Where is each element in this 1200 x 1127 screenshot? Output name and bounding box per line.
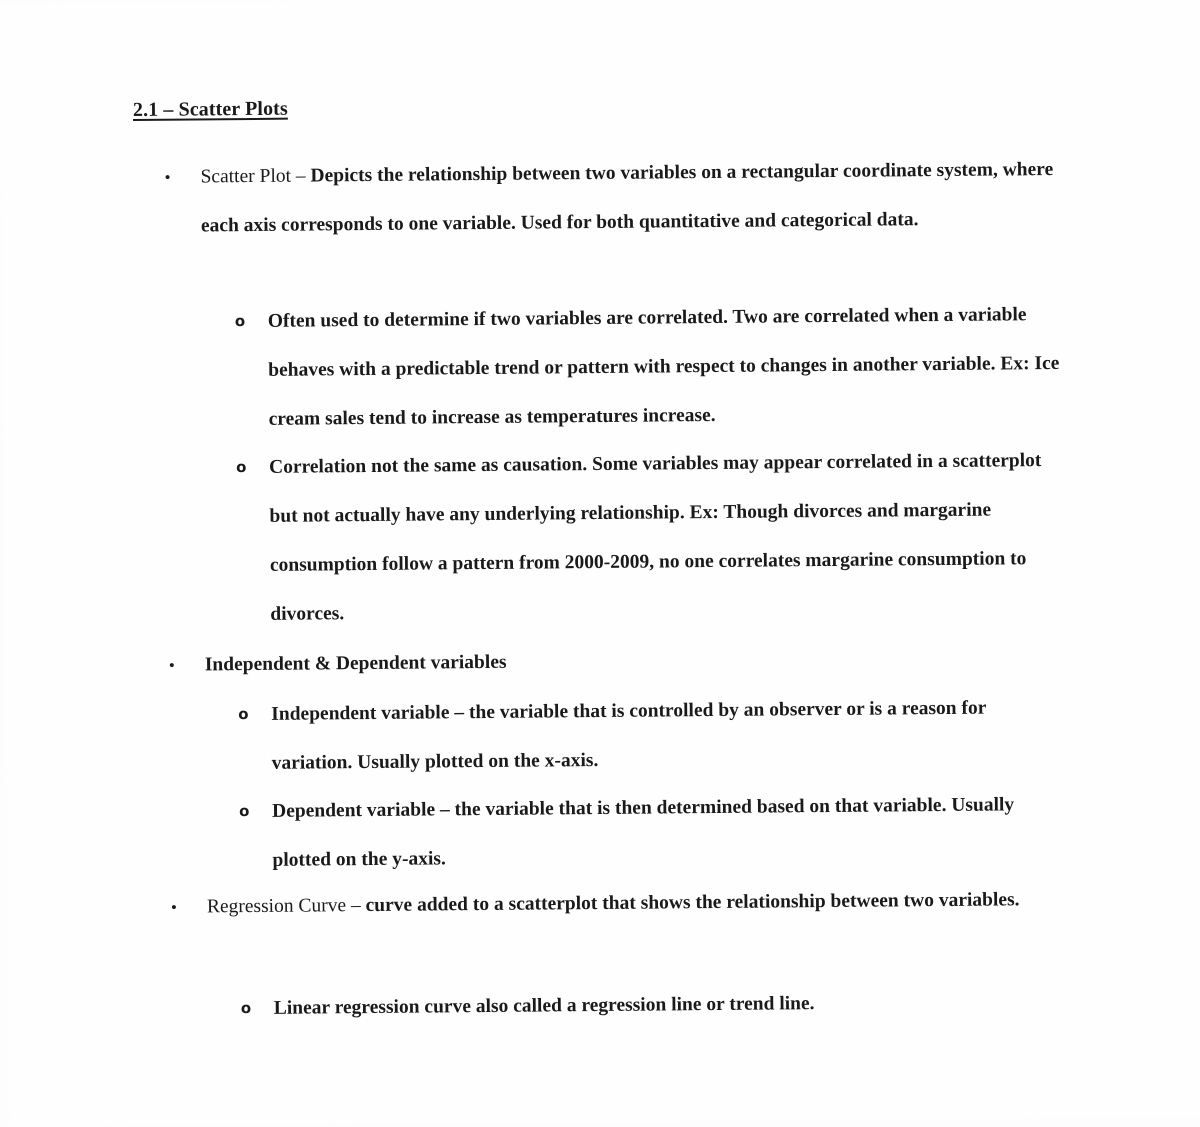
- bullet-icon: •: [170, 897, 177, 917]
- bullet-icon: •: [168, 655, 175, 675]
- subitem-correlated: [234, 290, 1069, 444]
- definition-regression-curve: curve added to a scatterplot that shows the relationship between two variables.: [365, 889, 1020, 917]
- bullet-independent-dependent: [168, 633, 1065, 690]
- term-independent-dependent: Independent & Dependent variables: [204, 651, 507, 676]
- circle-bullet-icon: o: [238, 802, 250, 821]
- subitem-text: Often used to determine if two variables are correlated. Two are correlated when a variable behaves with a predictable trend or pattern with respect to changes in another variable. Ex: Ice cream sales tend to increase as temperatures increase.: [267, 304, 1060, 430]
- term-regression-curve: Regression Curve: [206, 895, 347, 918]
- term-scatter-plot: Scatter Plot: [200, 165, 292, 188]
- page-title: 2.1 – Scatter Plots: [132, 97, 288, 122]
- circle-bullet-icon: o: [240, 999, 252, 1018]
- circle-bullet-icon: o: [235, 458, 247, 477]
- bullet-icon: •: [164, 167, 171, 187]
- bullet-scatter-plot: [164, 145, 1061, 251]
- subitem-independent-variable: [238, 683, 1072, 788]
- subitem-causation: [235, 436, 1071, 639]
- subitem-linear-regression: [240, 977, 1074, 1033]
- definition-scatter-plot: Depicts the relationship between two variables on a rectangular coordinate system, where each axis corresponds to one variable. Used for both quantitative and categorical data.: [200, 159, 1054, 237]
- circle-bullet-icon: o: [234, 312, 246, 331]
- subitem-text: Dependent variable – the variable that is then determined based on that variable. Usually plotted on the y-axis.: [271, 794, 1015, 871]
- subitem-text: Correlation not the same as causation. Some variables may appear correlated in a scatterplot but not actually have any underlying relationship. Ex: Though divorces and margarine consumption follow a pattern from 2000-2009, no one correlates margarine consumption to divorces.: [268, 450, 1042, 625]
- separator: –: [290, 165, 311, 187]
- bullet-regression-curve: [170, 875, 1067, 932]
- subitem-text: Independent variable – the variable that is controlled by an observer or is a reason for variation. Usually plotted on the x-axis.: [271, 697, 987, 774]
- subitem-dependent-variable: [238, 780, 1073, 885]
- subitem-text: Linear regression curve also called a regression line or trend line.: [273, 993, 815, 1019]
- circle-bullet-icon: o: [238, 705, 249, 724]
- separator: –: [345, 895, 366, 917]
